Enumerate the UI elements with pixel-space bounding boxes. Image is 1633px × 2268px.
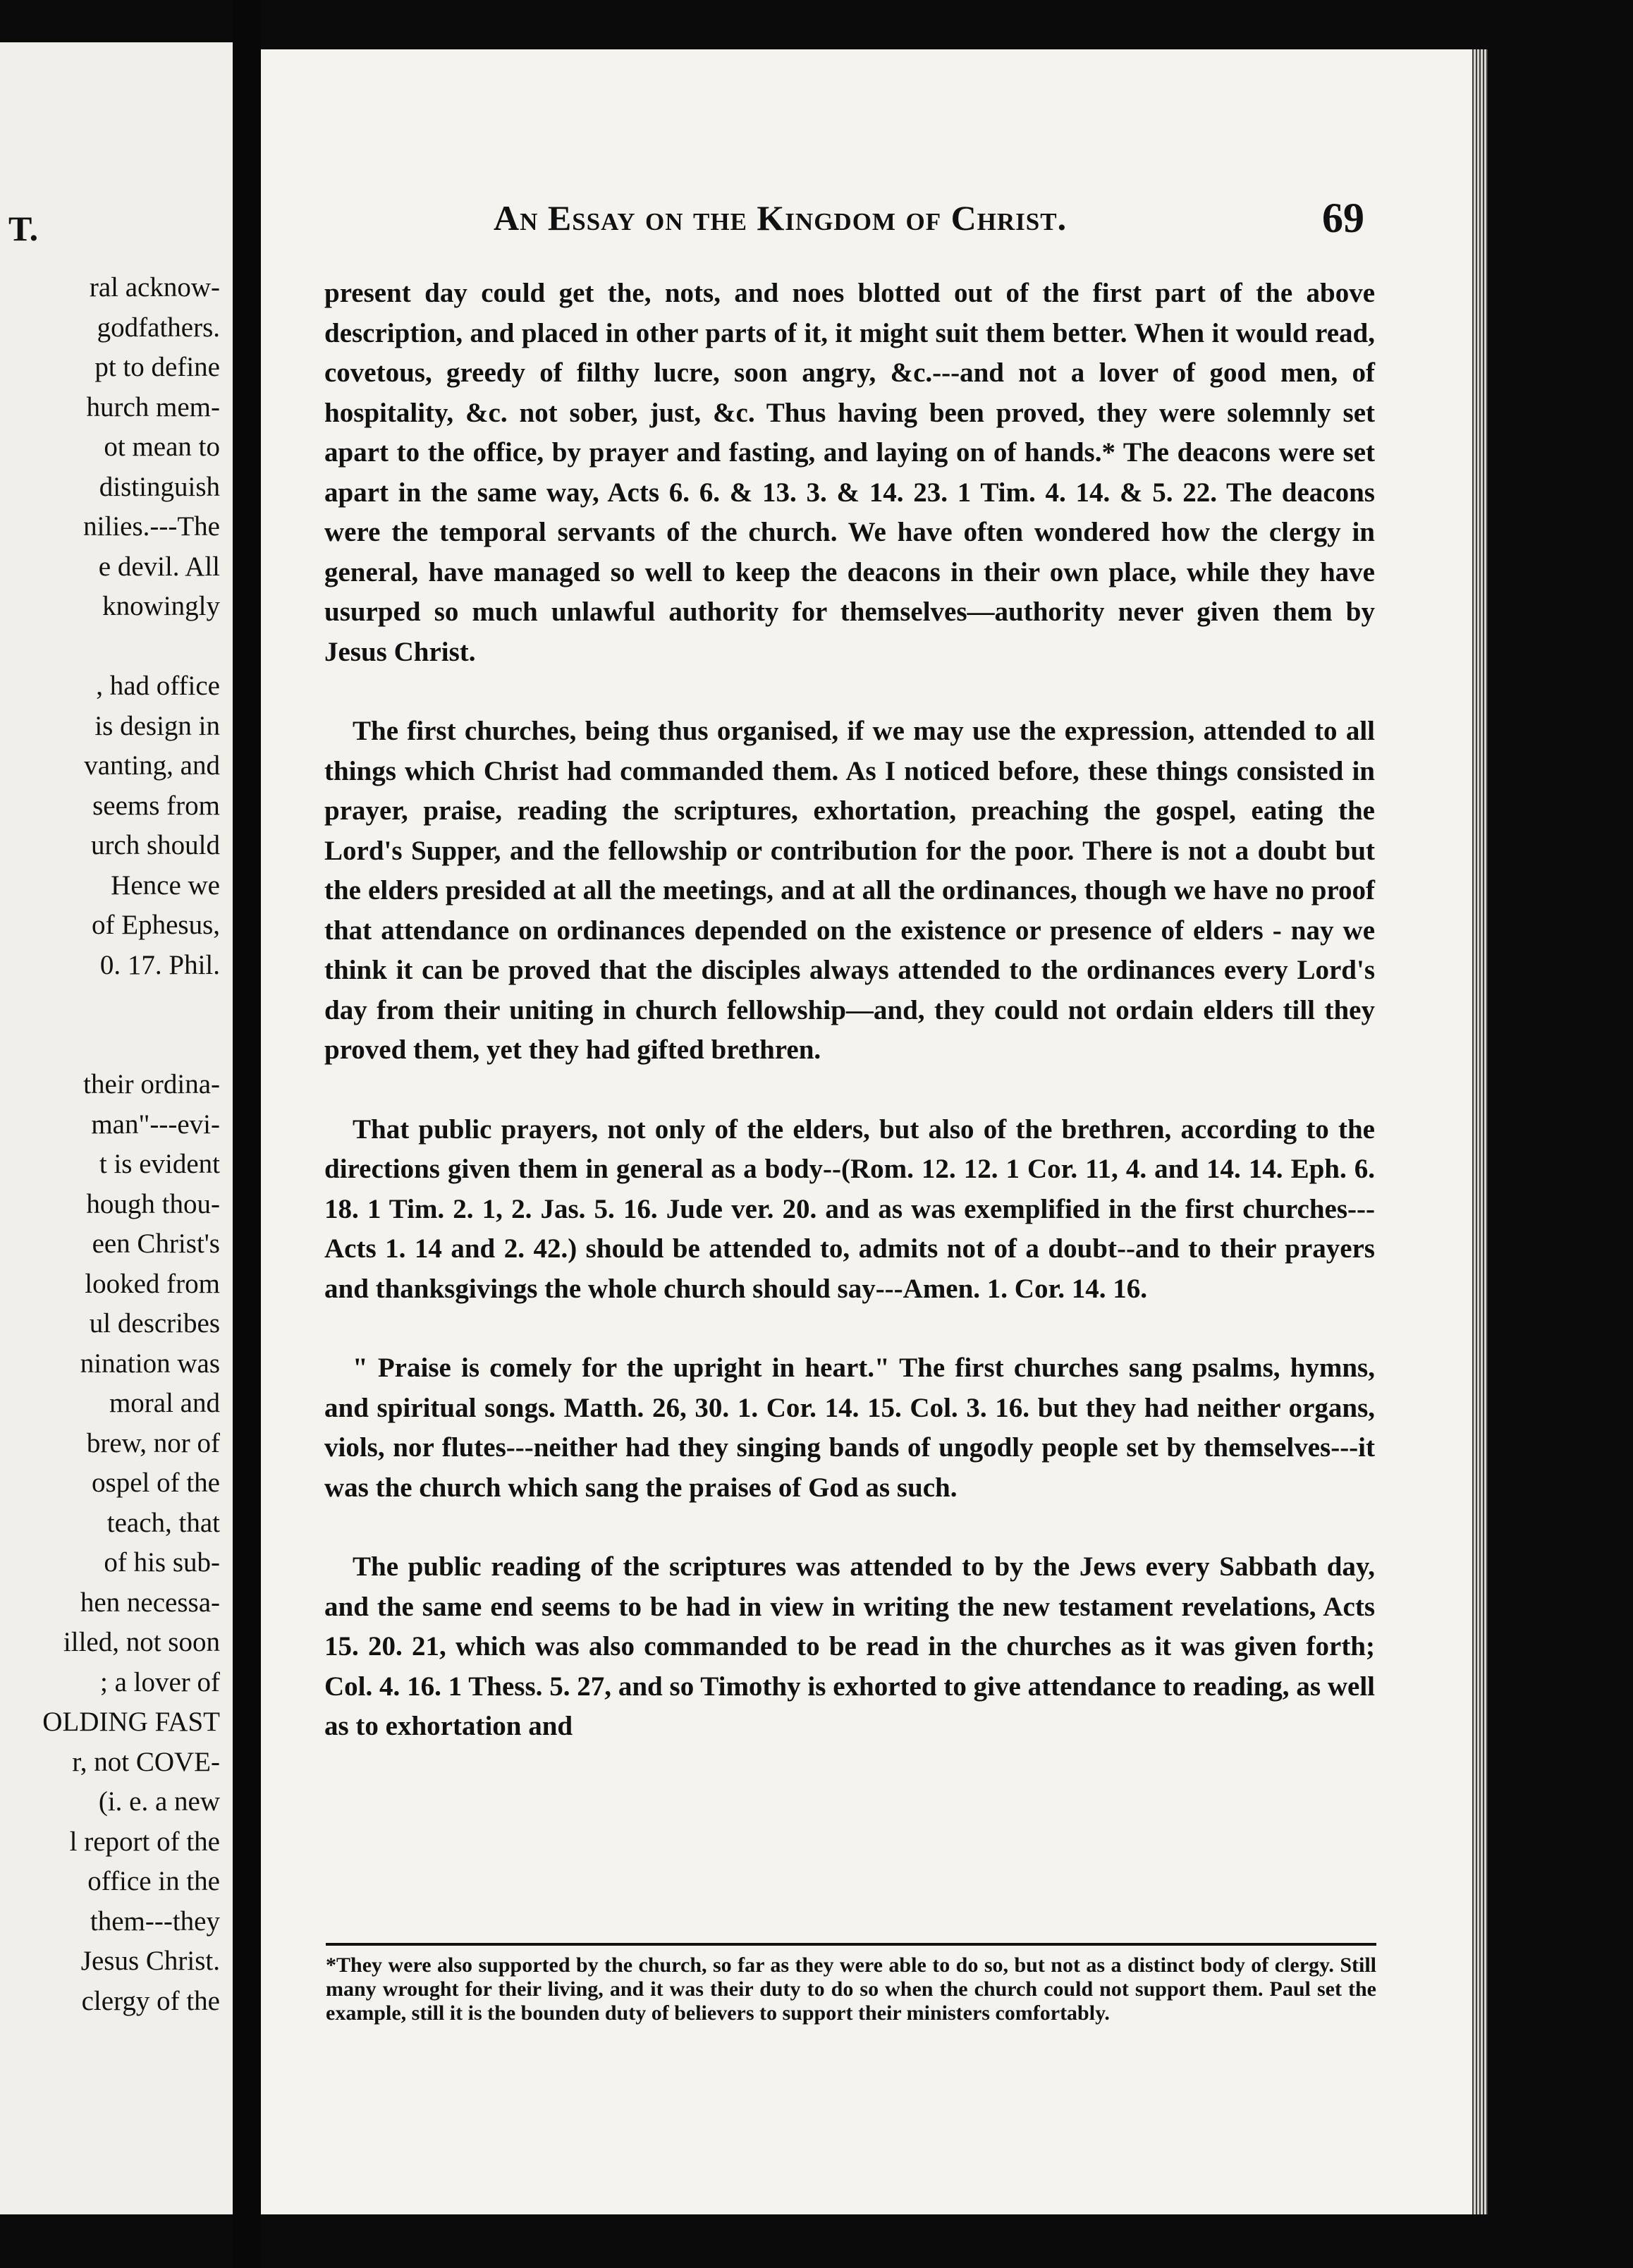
left-page-line: e devil. All — [98, 551, 220, 582]
left-page-line: Hence we — [111, 870, 220, 901]
left-page-line: of his sub- — [104, 1547, 220, 1578]
left-page-line: ot mean to — [104, 432, 220, 462]
left-page-line: r, not COVE- — [72, 1746, 220, 1777]
left-page-line: hough thou- — [86, 1188, 220, 1219]
page-number: 69 — [1322, 195, 1364, 241]
footnote: *They were also supported by the church, so far as they were able to do so, but not as a distinct body of clergy. Still many wrought for their living, and it was their duty to do so when the church could not support them. Paul set the example, still it is the bounden duty of believers to support their ministers comfortably. — [326, 1953, 1376, 2025]
left-page-line: their ordina- — [83, 1069, 220, 1099]
left-page-line: teach, that — [106, 1507, 220, 1538]
left-page-line: ral acknow- — [89, 272, 220, 303]
paragraph-4: " Praise is comely for the upright in heart." The first churches sang psalms, hymns, and spiritual songs. Matth. 26, 30. 1. Cor. 14. 15. Col. 3. 16. but they had neither organs, viols, nor flutes---neither had they singing bands of ungodly people set by themselves---it was the church which sang the praises of God as such. — [324, 1353, 1375, 1503]
left-page-line: clergy of the — [81, 1985, 220, 2016]
left-page-line: l report of the — [69, 1826, 220, 1857]
left-page-line: man"---evi- — [91, 1109, 220, 1140]
left-page-line: knowingly — [102, 591, 220, 621]
left-page-line: ospel of the — [92, 1468, 220, 1498]
left-page-line: urch should — [90, 830, 220, 860]
footnote-rule — [326, 1943, 1376, 1946]
left-page-line: Jesus Christ. — [80, 1946, 220, 1976]
paragraph-1: present day could get the, nots, and noes blotted out of the first part of the above description, and placed in other parts of it, it might suit them better. When it would read, covetous, greedy of filthy lucre, soon angry, &c.---and not a lover of good men, of hospitality, &c. not sober, just, &c. Thus having been proved, they were solemnly set apart to the office, by prayer and fasting, and laying on of hands.* The deacons were set apart in the same way, Acts 6. 6. & 13. 3. & 14. 23. 1 Tim. 4. 14. & 5. 22. The deacons were the temporal servants of the church. We have often wondered how the clergy in general, have managed so well to keep the deacons in their own place, while they have usurped so much unlawful authority for themselves—authority never given them by Jesus Christ. — [324, 278, 1375, 667]
left-page-line: OLDING FAST — [42, 1707, 220, 1737]
left-page-line: , had office — [96, 671, 220, 701]
left-page-line: hen necessa- — [80, 1587, 220, 1618]
left-page-line: een Christ's — [92, 1228, 220, 1259]
book-gutter — [233, 0, 261, 2268]
running-header-text: An Essay on the Kingdom of Christ. — [494, 198, 1068, 238]
left-page-line: 0. 17. Phil. — [99, 949, 220, 980]
left-page-line: hurch mem- — [86, 391, 220, 422]
page-edge — [1472, 49, 1488, 2214]
left-page-line: them---they — [90, 1906, 220, 1937]
right-page — [261, 49, 1488, 2214]
paragraph-3: That public prayers, not only of the elders, but also of the brethren, according to the directions given them in general as a body--(Rom. 12. 12. 1 Cor. 11, 4. and 14. 14. Eph. 6. 18. 1 Tim. 2. 1, 2. Jas. 5. 16. Jude ver. 20. and as was exemplified in the first churches---Acts 1. 14 and 2. 42.) should be attended to, admits not of a doubt--and to their prayers and thanksgivings the whole church should say---Amen. 1. Cor. 14. 16. — [324, 1114, 1375, 1304]
paragraph-5: The public reading of the scriptures was attended to by the Jews every Sabbath day, and the same end seems to be had in view in writing the new testament revelations, Acts 15. 20. 21, which was also commanded to be read in the churches as it was given forth; Col. 4. 16. 1 Thess. 5. 27, and so Timothy is exhorted to give attendance to reading, as well as to exhortation and — [324, 1551, 1375, 1741]
left-page-line: is design in — [94, 710, 220, 741]
paragraph-2: The first churches, being thus organised, if we may use the expression, attended to all things which Christ had commanded them. As I noticed before, these things consisted in prayer, praise, reading the scriptures, exhortation, preaching the gospel, eating the Lord's Supper, and the fellowship or contribution for the poor. There is not a doubt but the elders presided at all the meetings, and at all the ordinances, though we have no proof that attendance on ordinances depended on the existence or presence of elders - nay we think it can be proved that the disciples always attended to the ordinances every Lord's day from their uniting in church fellowship—and, they could not ordain elders till they proved them, yet they had gifted brethren. — [324, 716, 1375, 1065]
left-page-line: pt to define — [94, 352, 220, 382]
left-facing-page — [0, 42, 233, 2214]
left-page-line: looked from — [85, 1268, 220, 1299]
left-page-line: illed, not soon — [63, 1627, 220, 1657]
left-page-line: nilies.---The — [83, 511, 220, 542]
left-page-line: ul describes — [89, 1308, 220, 1339]
left-page-line: office in the — [87, 1866, 220, 1896]
left-page-line: godfathers. — [97, 312, 220, 343]
left-running-header-fragment: T. — [8, 209, 39, 248]
left-page-line: (i. e. a new — [98, 1786, 220, 1817]
body-text — [324, 274, 1375, 1786]
left-page-line: ; a lover of — [99, 1666, 220, 1697]
left-page-line: brew, nor of — [86, 1427, 220, 1458]
left-page-line: moral and — [109, 1388, 220, 1418]
running-header — [494, 197, 1067, 238]
left-page-line: of Ephesus, — [92, 910, 220, 940]
left-page-line: seems from — [92, 790, 220, 821]
left-page-line: distinguish — [99, 471, 220, 502]
left-page-line: t is evident — [99, 1149, 220, 1179]
left-page-line: nination was — [80, 1348, 220, 1379]
left-page-line: vanting, and — [84, 750, 220, 781]
